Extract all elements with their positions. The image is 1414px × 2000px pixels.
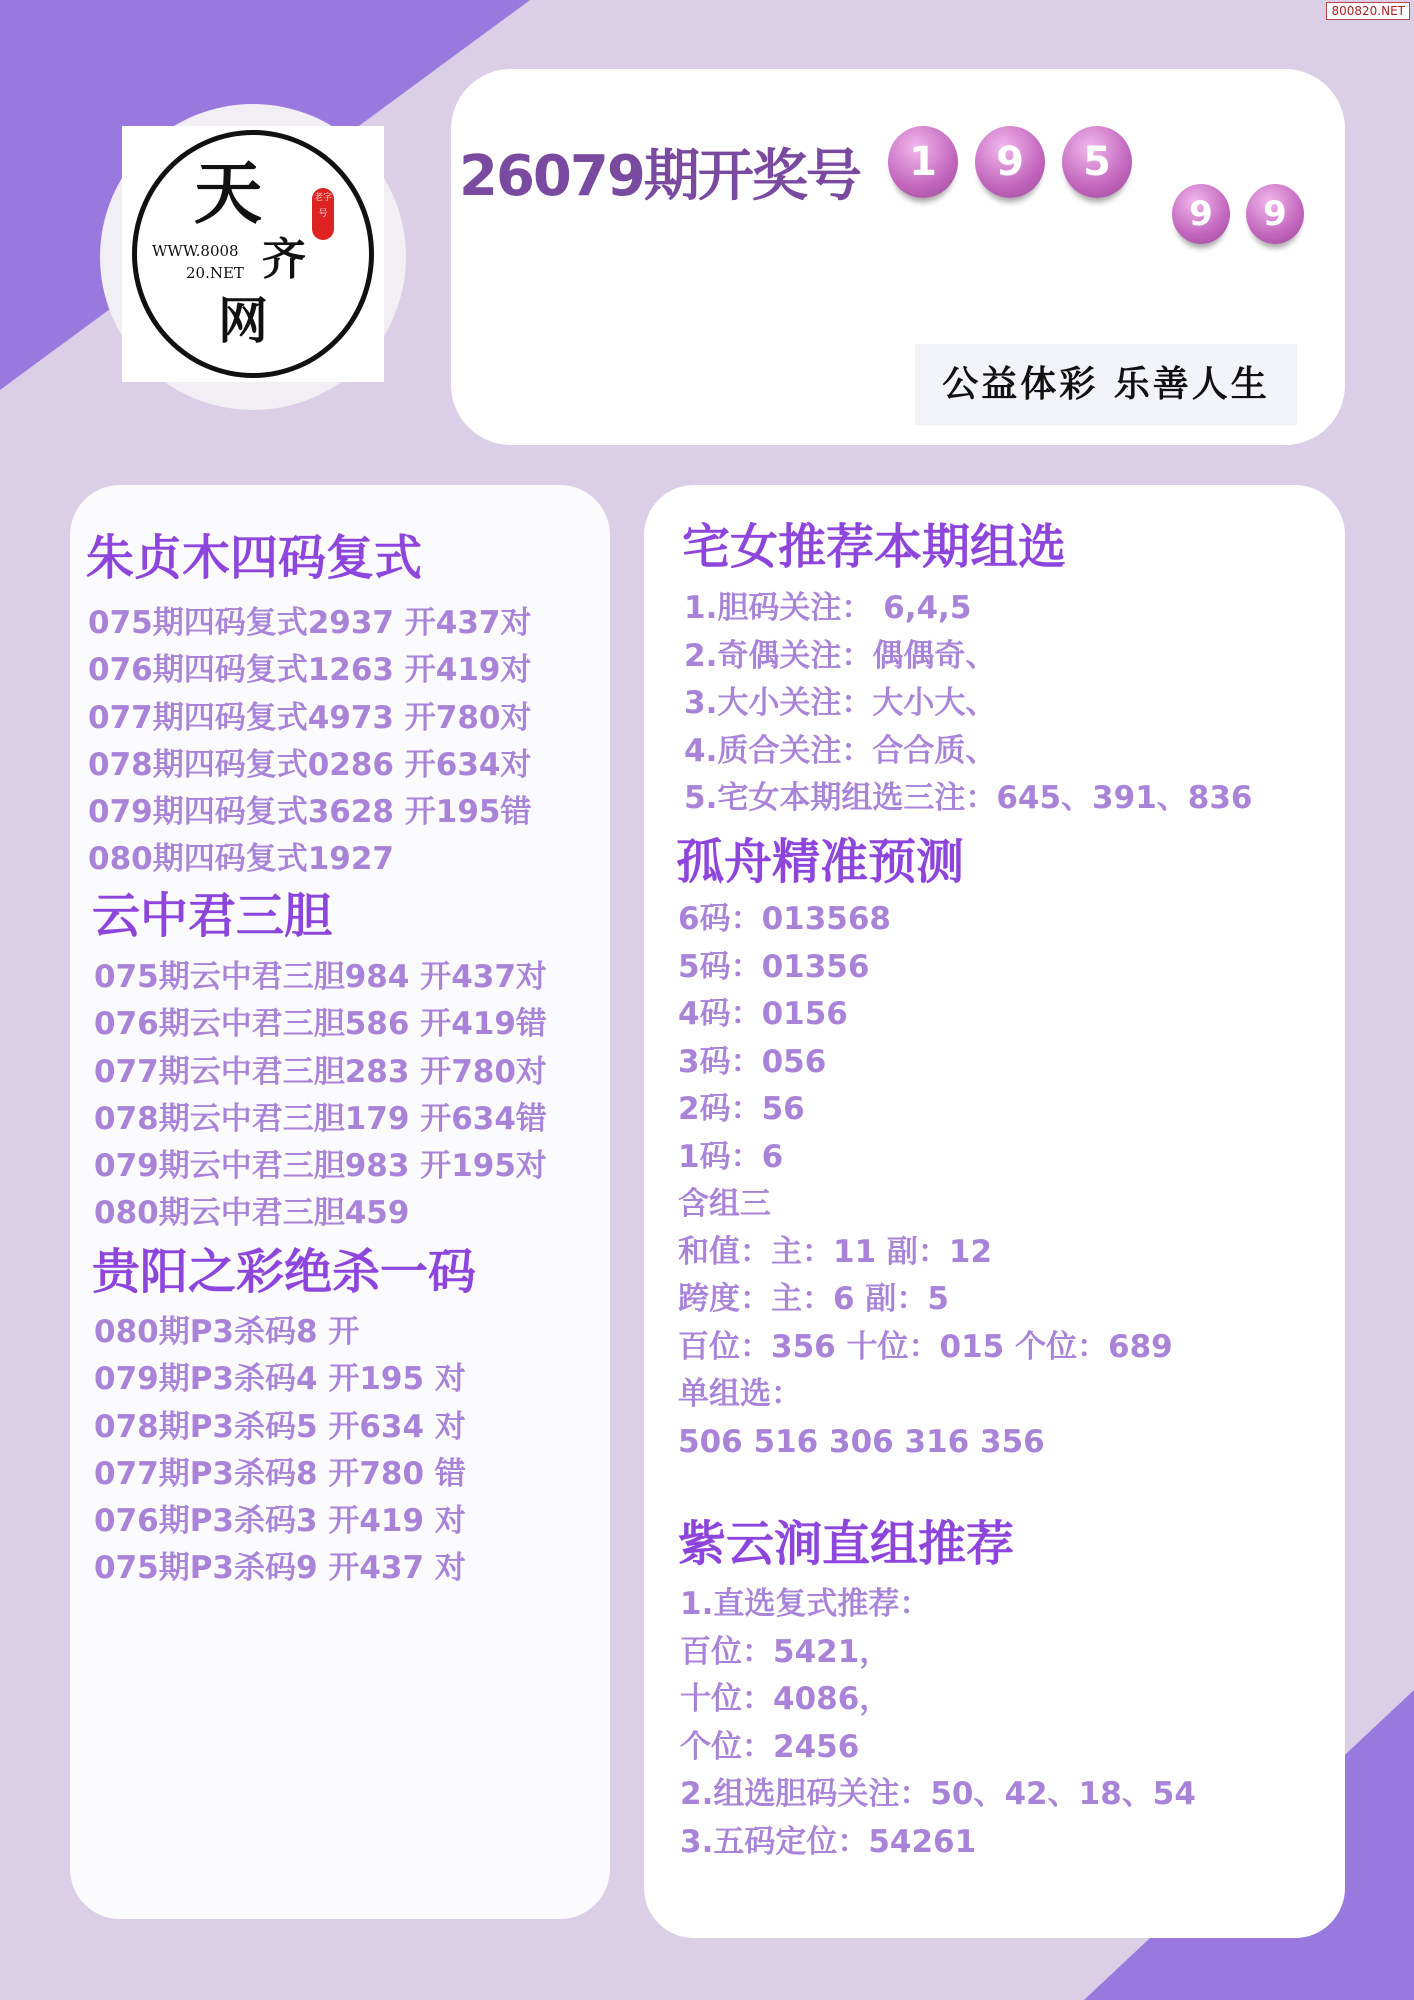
prediction-line: 077期四码复式4973 开780对 [88, 699, 532, 736]
section-lines [88, 600, 532, 884]
result-ball: 5 [1062, 126, 1132, 198]
prediction-line: 6码：013568 [678, 901, 891, 937]
logo-char: 天 [194, 154, 263, 234]
prediction-line: 1.直选复式推荐： [680, 1586, 931, 1622]
prediction-line: 079期P3杀码4 开195 对 [94, 1361, 466, 1398]
section-title: 贵阳之彩绝杀一码 [92, 1244, 477, 1300]
watermark: 800820.NET [1326, 2, 1410, 20]
prediction-line: 079期云中君三胆983 开195对 [94, 1148, 547, 1185]
prediction-line: 077期P3杀码8 开780 错 [94, 1455, 466, 1492]
prediction-line: 1.胆码关注： 6,4,5 [684, 590, 972, 626]
section-title: 云中君三胆 [92, 888, 333, 944]
prediction-line: 2码：56 [678, 1091, 805, 1127]
prediction-line: 个位：2456 [680, 1728, 860, 1765]
slogan: 公益体彩 乐善人生 [915, 344, 1297, 425]
result-ball: 9 [975, 126, 1045, 198]
logo-char: 齐 [262, 234, 306, 285]
prediction-line: 080期云中君三胆459 [94, 1195, 410, 1232]
prediction-line: 1码：6 [678, 1138, 784, 1175]
prediction-line: 百位：5421， [680, 1633, 891, 1670]
prediction-line: 078期云中君三胆179 开634错 [94, 1100, 547, 1137]
prediction-line: 4码：0156 [678, 996, 848, 1032]
logo [122, 126, 384, 382]
extra-ball: 9 [1246, 184, 1304, 244]
section-lines [678, 896, 1173, 1466]
prediction-line: 4.质合关注：合合质、 [684, 732, 997, 769]
section-lines [680, 1581, 1196, 1866]
section-lines [94, 1309, 466, 1593]
prediction-line: 十位：4086， [680, 1681, 891, 1717]
prediction-line: 2.组选胆码关注：50、42、18、54 [680, 1776, 1196, 1812]
prediction-line: 5.宅女本期组选三注：645、391、836 [684, 780, 1253, 816]
prediction-line: 3码：056 [678, 1043, 827, 1080]
prediction-line: 078期四码复式0286 开634对 [88, 746, 532, 783]
logo-seal: 老字号 [312, 188, 334, 240]
prediction-line: 跨度：主：6 副：5 [678, 1281, 949, 1317]
prediction-line: 和值：主：11 副：12 [678, 1233, 993, 1270]
prediction-line: 079期四码复式3628 开195错 [88, 794, 532, 831]
prediction-line: 5码：01356 [678, 948, 870, 985]
section-lines [94, 954, 547, 1238]
prediction-line: 076期四码复式1263 开419对 [88, 652, 532, 689]
prediction-line: 3.大小关注：大小大、 [684, 685, 997, 721]
prediction-line: 076期P3杀码3 开419 对 [94, 1503, 466, 1540]
logo-url: 20.NET [186, 264, 244, 282]
section-title: 宅女推荐本期组选 [682, 519, 1067, 575]
prediction-line: 077期云中君三胆283 开780对 [94, 1053, 547, 1090]
result-ball: 1 [888, 126, 958, 198]
prediction-line: 3.五码定位：54261 [680, 1823, 977, 1860]
prediction-line: 078期P3杀码5 开634 对 [94, 1408, 466, 1445]
section-title: 朱贞木四码复式 [86, 530, 423, 586]
section-title: 孤舟精准预测 [676, 834, 965, 890]
prediction-line: 2.奇偶关注：偶偶奇、 [684, 637, 997, 674]
prediction-line: 506 516 306 316 356 [678, 1423, 1045, 1460]
draw-title: 26079期开奖号 [459, 144, 860, 209]
logo-url: WWW.8008 [152, 242, 239, 260]
section-lines [684, 585, 1252, 823]
prediction-line: 075期P3杀码9 开437 对 [94, 1550, 466, 1587]
prediction-line: 076期云中君三胆586 开419错 [94, 1006, 547, 1043]
prediction-line: 075期云中君三胆984 开437对 [94, 959, 547, 995]
prediction-line: 含组三 [678, 1186, 771, 1222]
section-title: 紫云涧直组推荐 [678, 1516, 1015, 1572]
prediction-line: 单组选： [678, 1376, 802, 1412]
prediction-line: 080期四码复式1927 [88, 841, 394, 878]
prediction-line: 080期P3杀码8 开 [94, 1314, 360, 1350]
extra-ball: 9 [1172, 184, 1230, 244]
prediction-line: 075期四码复式2937 开437对 [88, 605, 532, 641]
logo-char: 网 [218, 291, 268, 350]
prediction-line: 百位：356 十位：015 个位：689 [678, 1328, 1173, 1365]
